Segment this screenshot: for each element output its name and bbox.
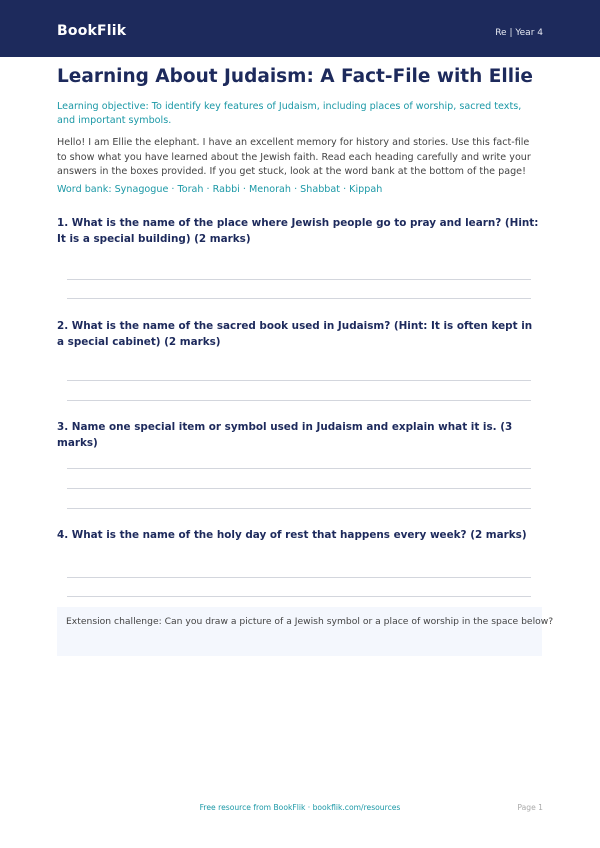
- answer-line[interactable]: [67, 577, 531, 578]
- answer-line[interactable]: [67, 596, 531, 597]
- answer-line[interactable]: [67, 380, 531, 381]
- extension-box[interactable]: [57, 607, 554, 656]
- subject-year: Re | Year 4: [495, 28, 543, 38]
- question-1: 1. What is the name of the place where Jewish people go to pray and learn? (Hint: It is a special building) (2 marks): [57, 217, 539, 245]
- question-2: 2. What is the name of the sacred book used in Judaism? (Hint: It is often kept in a special cabinet) (2 marks): [57, 320, 533, 348]
- answer-line[interactable]: [67, 508, 531, 509]
- answer-line[interactable]: [67, 279, 531, 280]
- page-header: [0, 0, 600, 57]
- answer-line[interactable]: [67, 468, 531, 469]
- answer-line[interactable]: [67, 400, 531, 401]
- brand-logo: BookFlik: [57, 23, 127, 39]
- learning-objective: Learning objective: To identify key features of Judaism, including places of worship, sacred texts, and important symbols.: [57, 101, 522, 126]
- answer-line[interactable]: [67, 298, 531, 299]
- question-4: 4. What is the name of the holy day of rest that happens every week? (2 marks): [57, 529, 527, 541]
- page-title: Learning About Judaism: A Fact-File with Ellie: [57, 66, 533, 87]
- question-3: 3. Name one special item or symbol used in Judaism and explain what it is. (3 marks): [57, 421, 513, 449]
- page-number: Page 1: [517, 803, 543, 812]
- answer-line[interactable]: [67, 488, 531, 489]
- intro-text: Hello! I am Ellie the elephant. I have an excellent memory for history and stories. Use this fact-file to show what you have learned about the Jewish faith. Read each heading carefully and write your answers in the boxes provided. If you get stuck, look at the word bank at the bottom of the page!: [57, 137, 531, 177]
- word-bank: Word bank: Synagogue · Torah · Rabbi · Menorah · Shabbat · Kippah: [57, 184, 383, 195]
- footer-text: Free resource from BookFlik · bookflik.com/resources: [199, 803, 401, 812]
- extension-challenge: Extension challenge: Can you draw a picture of a Jewish symbol or a place of worship in the space below?: [66, 616, 554, 627]
